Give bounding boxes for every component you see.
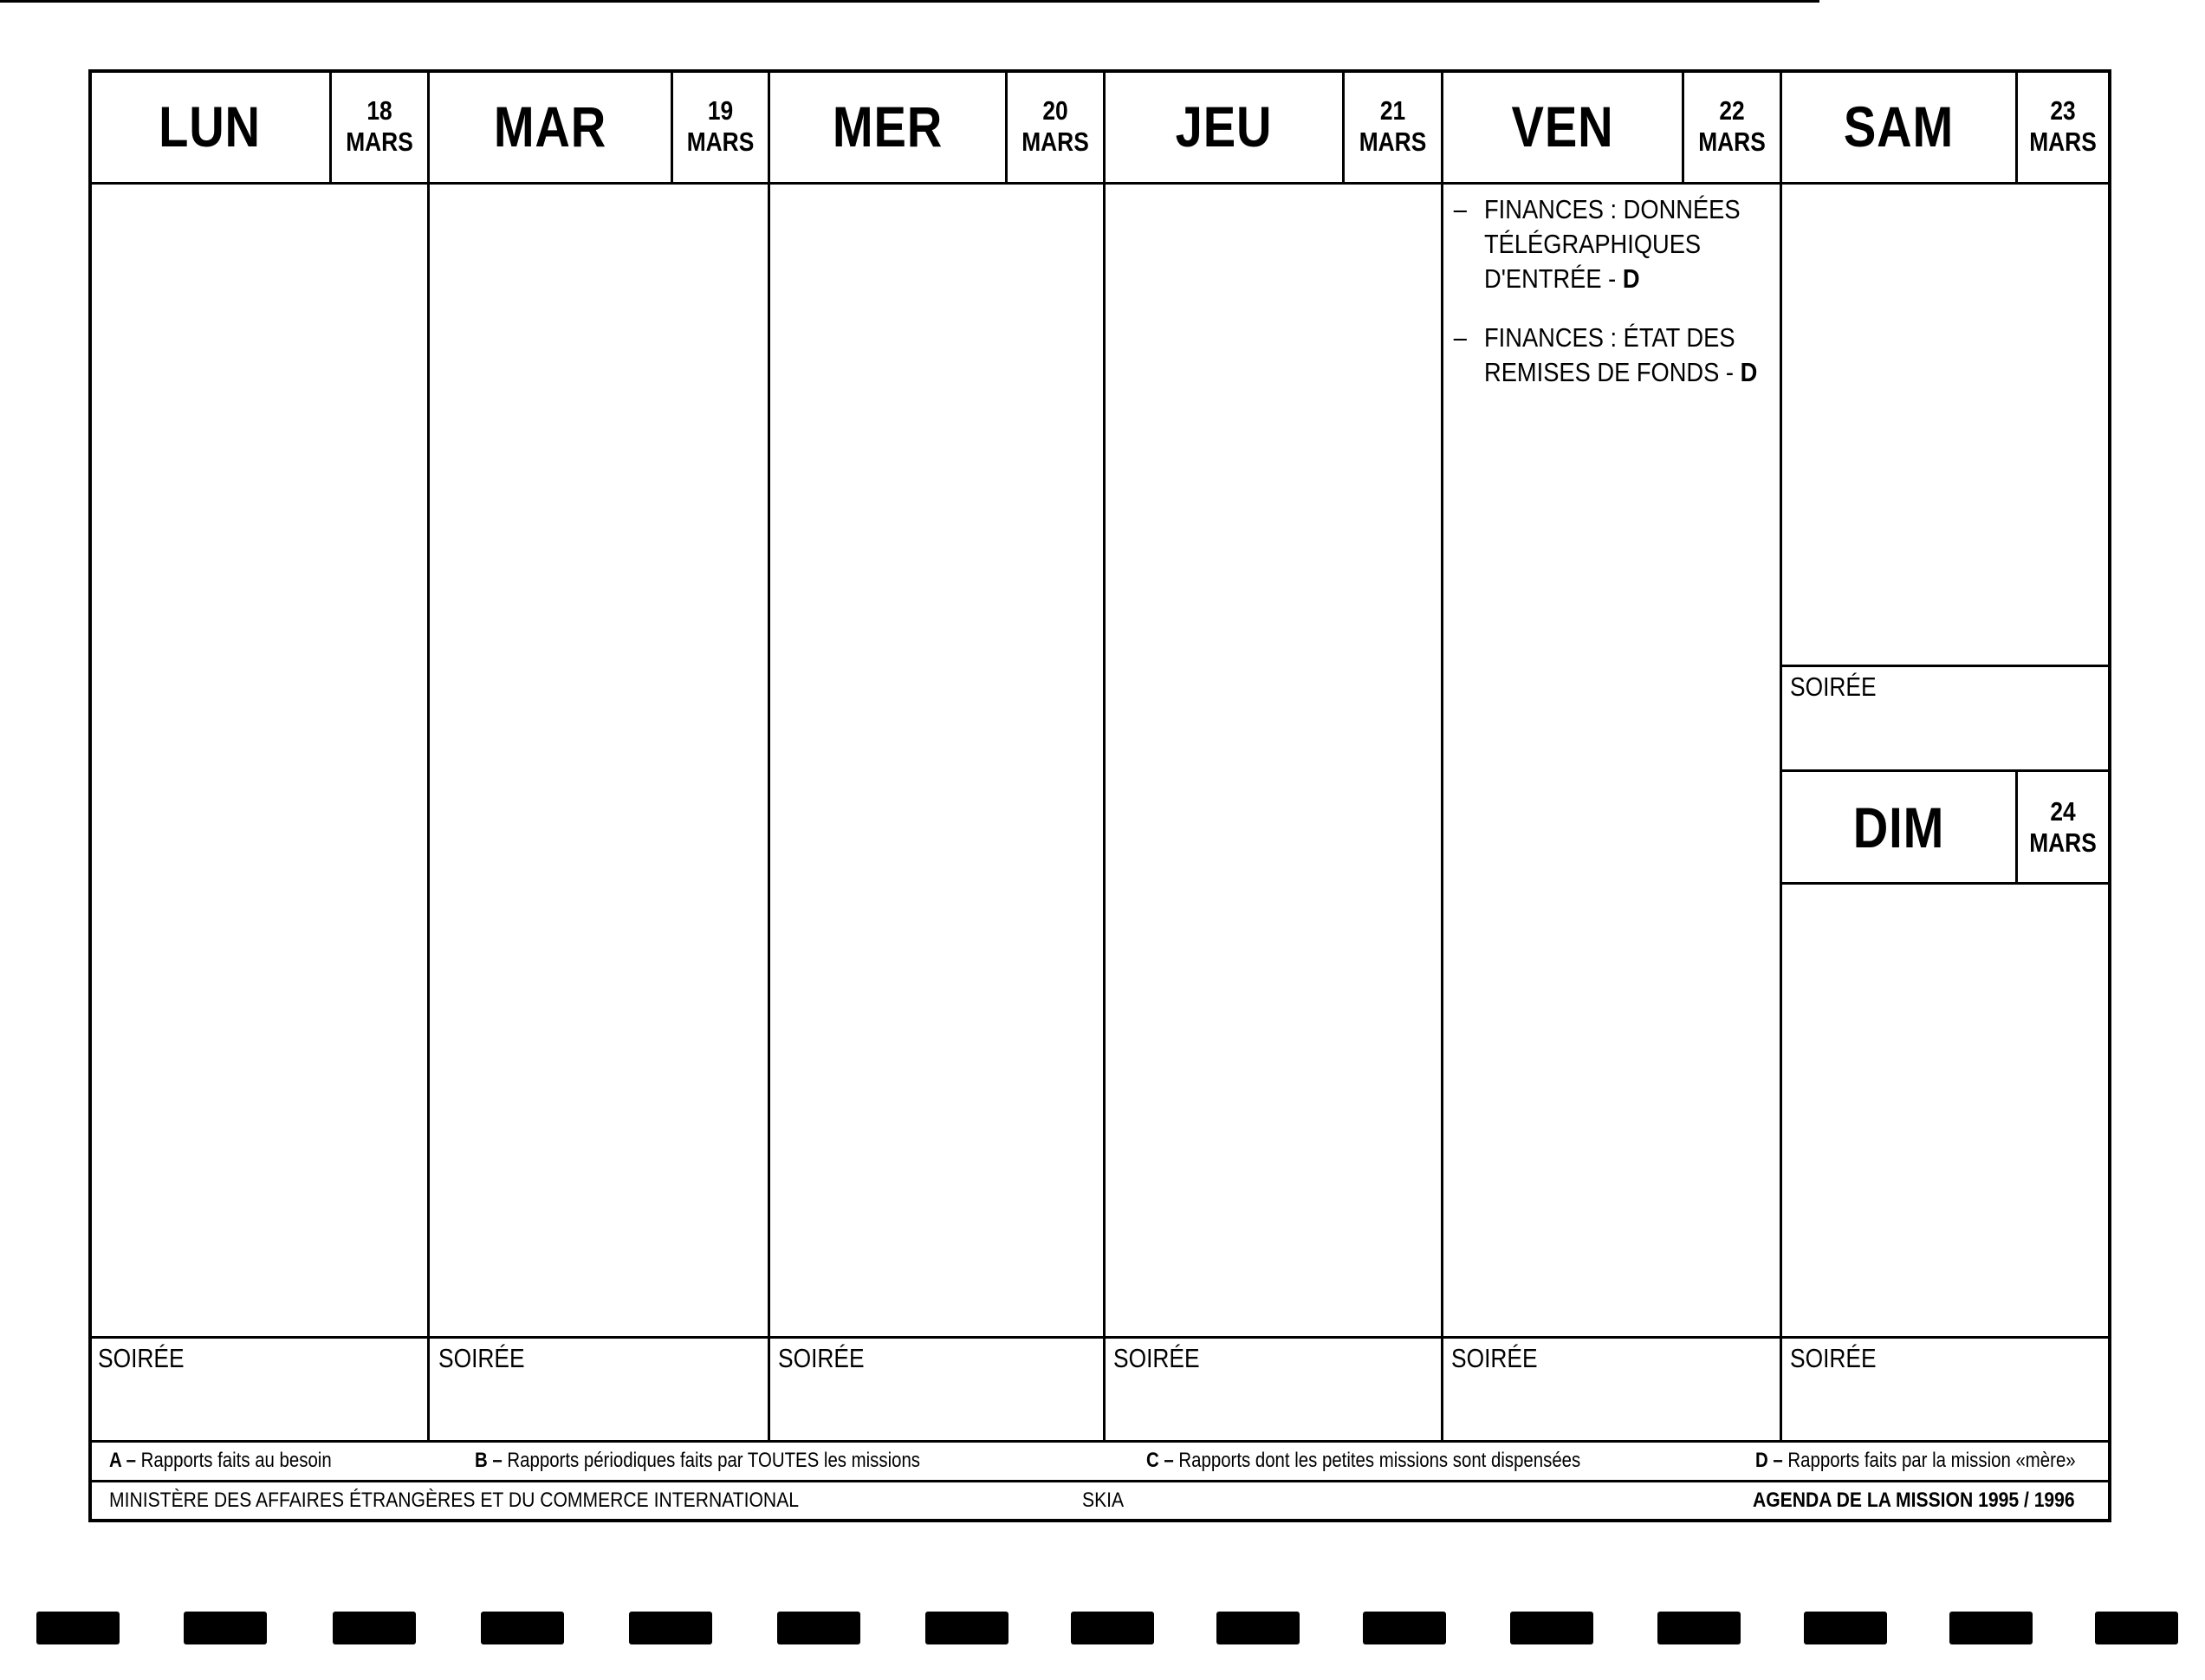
- entry-code: D: [1740, 357, 1758, 387]
- date-day: 24: [2050, 795, 2076, 827]
- header-divider: [1342, 69, 1345, 184]
- date-jeu: [1352, 71, 1433, 182]
- entry-dash: –: [1453, 194, 1467, 224]
- perforation-mark: [629, 1612, 712, 1644]
- header-divider: [1682, 69, 1684, 184]
- perforation-mark: [184, 1612, 267, 1644]
- perforation-mark: [36, 1612, 120, 1644]
- legend-text: Rapports faits au besoin: [140, 1449, 332, 1472]
- perforation-mark: [1510, 1612, 1593, 1644]
- header-divider: [2015, 769, 2018, 884]
- entry-text: D'ENTRÉE -: [1484, 263, 1623, 294]
- entry-text: REMISES DE FONDS -: [1484, 357, 1741, 387]
- sam-soiree-top-rule: [1780, 665, 2111, 667]
- legend-c: [1146, 1449, 1580, 1473]
- column-divider: [1441, 69, 1443, 1442]
- soiree-label-mer: SOIRÉE: [778, 1343, 865, 1373]
- soiree-label-lun: SOIRÉE: [98, 1343, 185, 1373]
- date-sam: [2025, 71, 2101, 182]
- legend-code: C –: [1146, 1449, 1174, 1472]
- day-name-ven: VEN: [1511, 94, 1614, 159]
- column-divider: [1780, 69, 1782, 1442]
- footer-code: SKIA: [1082, 1489, 1125, 1512]
- header-divider: [329, 69, 332, 184]
- soiree-label-dim: SOIRÉE: [1790, 1343, 1877, 1373]
- date-ven: [1691, 71, 1773, 182]
- legend-code: A –: [109, 1449, 136, 1472]
- perforation-mark: [1804, 1612, 1887, 1644]
- date-month: MARS: [2029, 827, 2097, 858]
- date-month: MARS: [1359, 126, 1427, 157]
- footer-title: AGENDA DE LA MISSION 1995 / 1996: [1753, 1489, 2075, 1512]
- agenda-entry-finances-etat: [1453, 321, 1758, 390]
- header-divider: [2015, 69, 2018, 184]
- perforation-mark: [2095, 1612, 2178, 1644]
- date-day: 18: [366, 95, 392, 126]
- day-name-mer: MER: [832, 94, 944, 159]
- legend-code: D –: [1755, 1449, 1783, 1472]
- perforation-mark: [1216, 1612, 1300, 1644]
- entry-code: D: [1622, 263, 1640, 294]
- column-divider: [1103, 69, 1106, 1442]
- footer-top-rule: [88, 1480, 2111, 1482]
- date-month: MARS: [346, 126, 413, 157]
- legend-text: Rapports périodiques faits par TOUTES les missions: [507, 1449, 921, 1472]
- day-name-sam: SAM: [1843, 94, 1955, 159]
- legend-d: [1755, 1449, 2076, 1473]
- dim-header-bottom-rule: [1780, 882, 2111, 885]
- perforation-mark: [1071, 1612, 1154, 1644]
- soiree-label-jeu: SOIRÉE: [1113, 1343, 1200, 1373]
- date-month: MARS: [1021, 126, 1089, 157]
- perforation-mark: [481, 1612, 564, 1644]
- date-month: MARS: [2029, 126, 2097, 157]
- soiree-label-sam: SOIRÉE: [1790, 671, 1877, 702]
- footer-ministry: MINISTÈRE DES AFFAIRES ÉTRANGÈRES ET DU COMMERCE INTERNATIONAL: [109, 1489, 800, 1512]
- legend-a: [109, 1449, 332, 1473]
- perforation-mark: [1363, 1612, 1446, 1644]
- legend-top-rule: [88, 1440, 2111, 1443]
- entry-line: FINANCES : DONNÉES: [1484, 194, 1741, 224]
- legend-code: B –: [475, 1449, 503, 1472]
- perforation-mark: [925, 1612, 1008, 1644]
- column-divider: [427, 69, 430, 1442]
- header-divider: [1005, 69, 1008, 184]
- entry-line: [1484, 355, 1757, 390]
- date-day: 23: [2050, 95, 2076, 126]
- day-name-jeu: JEU: [1175, 94, 1273, 159]
- soiree-label-ven: SOIRÉE: [1451, 1343, 1538, 1373]
- agenda-entry-finances-donnees: [1453, 192, 1741, 296]
- legend-text: Rapports dont les petites missions sont dispensées: [1178, 1449, 1581, 1472]
- entry-line: FINANCES : ÉTAT DES: [1484, 322, 1735, 353]
- date-day: 20: [1042, 95, 1068, 126]
- date-mar: [680, 71, 761, 182]
- perforation-mark: [777, 1612, 860, 1644]
- date-day: 22: [1719, 95, 1745, 126]
- entry-dash: –: [1453, 322, 1467, 353]
- perforation-mark: [1949, 1612, 2033, 1644]
- date-lun: [339, 71, 420, 182]
- day-name-lun: LUN: [159, 94, 261, 159]
- date-day: 21: [1379, 95, 1406, 126]
- legend-b: [475, 1449, 920, 1473]
- page-top-rule: [0, 0, 1819, 3]
- date-dim: [2025, 772, 2101, 882]
- header-bottom-rule: [88, 182, 2111, 185]
- legend-text: Rapports faits par la mission «mère»: [1787, 1449, 2076, 1472]
- column-divider: [768, 69, 770, 1442]
- entry-line: [1484, 262, 1741, 296]
- date-month: MARS: [1698, 126, 1766, 157]
- day-name-dim: DIM: [1852, 795, 1945, 859]
- header-divider: [671, 69, 673, 184]
- date-month: MARS: [686, 126, 755, 157]
- perforation-mark: [333, 1612, 416, 1644]
- date-mer: [1015, 71, 1096, 182]
- soiree-label-mar: SOIRÉE: [438, 1343, 525, 1373]
- soiree-top-rule: [88, 1336, 2111, 1339]
- perforation-mark: [1657, 1612, 1741, 1644]
- date-day: 19: [707, 95, 734, 126]
- entry-line: TÉLÉGRAPHIQUES: [1484, 229, 1702, 259]
- day-name-mar: MAR: [493, 94, 607, 159]
